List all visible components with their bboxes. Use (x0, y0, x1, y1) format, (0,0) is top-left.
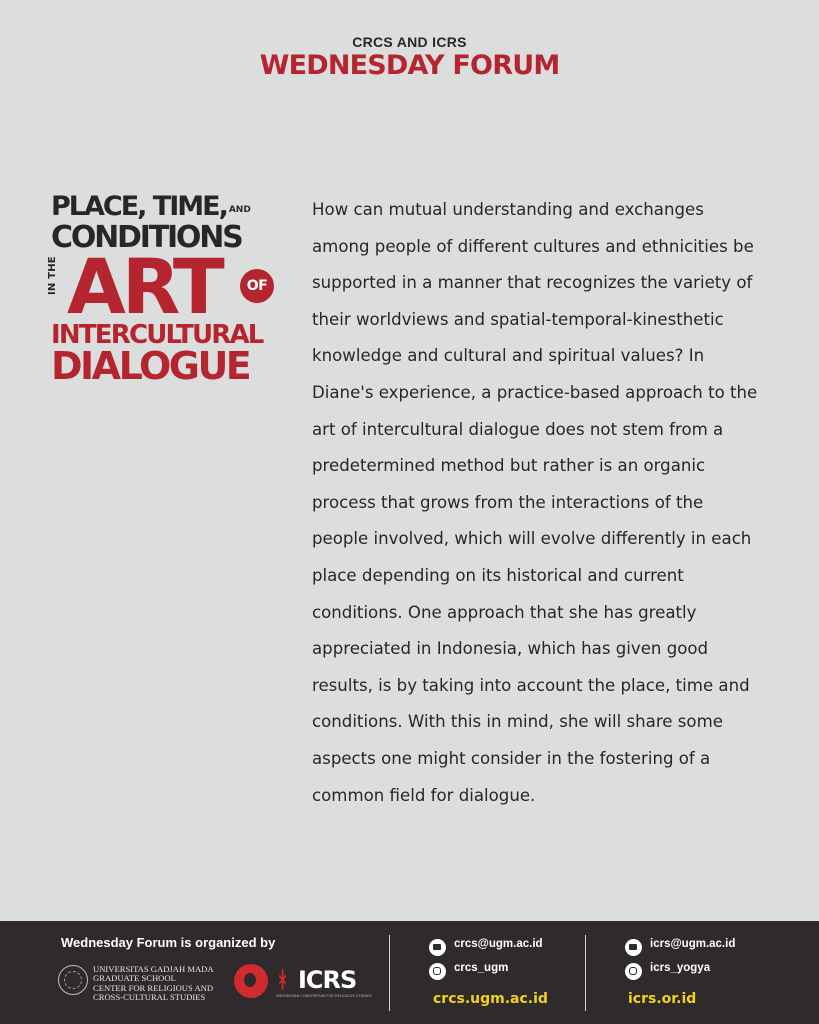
headline-line-5: DIALOGUE (51, 344, 250, 388)
page-header (0, 34, 819, 82)
header-title: WEDNESDAY FORUM (259, 50, 560, 81)
mail-icon (429, 939, 446, 956)
icrs-instagram[interactable]: icrs_yogya (650, 962, 711, 974)
headline-of-badge: OF (240, 269, 274, 303)
crcs-website-link[interactable]: crcs.ugm.ac.id (433, 991, 548, 1007)
crcs-email[interactable]: crcs@ugm.ac.id (454, 938, 543, 950)
crcs-instagram[interactable]: crcs_ugm (454, 962, 509, 974)
headline-and: AND (228, 205, 251, 215)
icrs-logo (276, 966, 372, 1002)
footer (0, 921, 819, 1024)
footer-divider (585, 935, 586, 1011)
icrs-logo-word: ICRS (298, 966, 357, 994)
instagram-icon (625, 963, 642, 980)
headline-line-4: INTERCULTURAL (51, 320, 263, 350)
header-subtitle: CRCS AND ICRS (352, 34, 467, 50)
icrs-logo-tagline: INDONESIAN CONSORTIUM FOR RELIGIOUS STUDIES (276, 994, 372, 998)
headline-line-3 (47, 242, 287, 331)
mail-icon (625, 939, 642, 956)
icrs-email[interactable]: icrs@ugm.ac.id (650, 938, 736, 950)
ugm-line-3: CENTER FOR RELIGIOUS AND (93, 982, 214, 993)
headline-art: ART (67, 242, 221, 331)
headline-line-2: CONDITIONS (51, 220, 242, 255)
icrs-emblem-icon: ᚼ (276, 967, 290, 993)
ugm-line-4: CROSS-CULTURAL STUDIES (93, 991, 206, 1002)
ugm-seal-icon (58, 965, 88, 995)
icrs-website-link[interactable]: icrs.or.id (628, 991, 697, 1007)
organized-by-label: Wednesday Forum is organized by (61, 935, 276, 950)
headline-in-the: IN THE (47, 256, 58, 295)
ugm-line-2: GRADUATE SCHOOL (93, 973, 176, 984)
event-headline (47, 191, 287, 388)
ugm-logo-text (93, 965, 233, 1002)
ugm-line-1: UNIVERSITAS GADJAH MADA (93, 964, 214, 974)
anniversary-logo-icon (234, 964, 268, 998)
headline-place-time: PLACE, TIME, (51, 191, 227, 222)
instagram-icon (429, 963, 446, 980)
footer-divider (389, 935, 390, 1011)
event-description: How can mutual understanding and exchanges among people of different cultures and ethnicities be supported in a manner that recognizes the variety of their worldviews and spatial-temporal-kinesthetic knowledge and cultural and spiritual values? In Diane's experience, a practice-based approach to the art of intercultural dialogue does not stem from a predetermined method but rather is an organic process that grows from the interactions of the people involved, which will evolve differently in each place depending on its historical and current conditions. One approach that she has greatly appreciated in Indonesia, which has given good results, is by taking into account the place, time and conditions. With this in mind, she will share some aspects one might consider in the fostering of a common field for dialogue. (312, 200, 758, 805)
